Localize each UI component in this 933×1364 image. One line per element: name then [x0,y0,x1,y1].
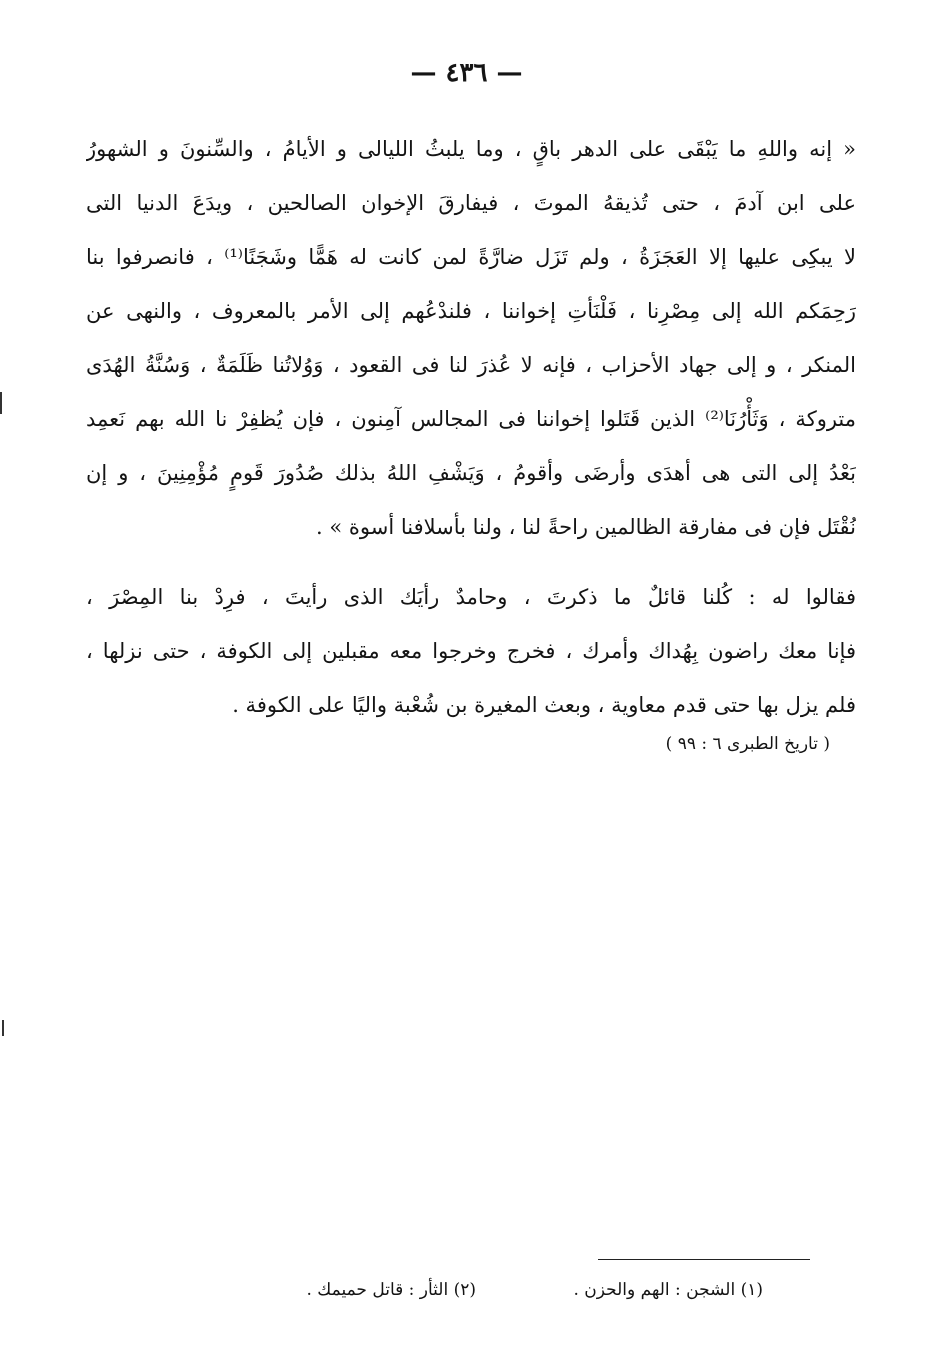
text-line: فإنا معك راضون بِهُداك وأمرك ، فخرج وخرجوا معه مقبلين إلى الكوفة ، حتى نزلها ، [86,639,856,663]
footnotes [307,1280,764,1300]
text-line: متروكة ، وَثَأْرُنَا⁽²⁾ الذين قَتَلوا إخواننا فى المجالس آمِنون ، فإن يُظفِرْ نا الله بهم نَعمِد [86,407,856,431]
text-line: المنكر ، و إلى جهاد الأحزاب ، فإنه لا عُذرَ لنا فى القعود ، وَوُلاتُنا ظَلَمَةٌ ، وَسُنَّةُ الهُدَى [86,353,856,377]
page-number: — ٤٣٦ — [410,58,523,88]
main-text [86,122,856,732]
paragraph-2 [86,570,856,732]
text-line: رَحِمَكم الله إلى مِصْرِنا ، فَلْنَأتِ إخواننا ، فلندْعُهم إلى الأمر بالمعروف ، والنهى عن [86,299,856,323]
footnote-2: (٢) الثأر : قاتل حميمك . [306,1280,477,1300]
text-line: بَعْدُ إلى التى هى أهدَى وأرضَى وأقومُ ، وَيَشْفِ اللهُ بذلك صُدُورَ قَومٍ مُؤْمِنِينَ ، و إن [86,461,856,485]
text-line: لا يبكِى عليها إلا العَجَزَةُ ، ولم تَزَل ضارَّةً لمن كانت له هَمًّا وشَجَنًا⁽¹⁾ ، فانصرفوا بنا [86,245,856,269]
source-citation: ( تاريخ الطبرى ٦ : ٩٩ ) [665,734,830,754]
text-line: فلم يزل بها حتى قدم معاوية ، وبعث المغيرة بن شُعْبة واليًا على الكوفة . [232,693,856,717]
text-line: على ابن آدمَ ، حتى تُذيقهُ الموتَ ، فيفارقَ الإخوان الصالحين ، ويدَعَ الدنيا التى [86,191,856,215]
footnote-1: (١) الشجن : الهم والحزن . [573,1280,763,1300]
text-line: « إنه واللهِ ما يَبْقَى على الدهر باقٍ ، وما يلبثُ الليالى و الأيامُ ، والسِّنونَ و الشهورُ [86,137,856,161]
scan-edge-mark [2,1020,4,1036]
text-line: نُقْتَل فإن فى مفارقة الظالمين راحةً لنا ، ولنا بأسلافنا أسوة » . [316,515,856,539]
text-line: فقالوا له : كُلنا قائلٌ ما ذكرتَ ، وحامدٌ رأيَك الذى رأيتَ ، فرِدْ بنا المِصْرَ ، [86,585,856,609]
paragraph-1 [86,122,856,554]
footnote-divider [598,1259,810,1260]
scan-edge-mark [0,392,2,414]
